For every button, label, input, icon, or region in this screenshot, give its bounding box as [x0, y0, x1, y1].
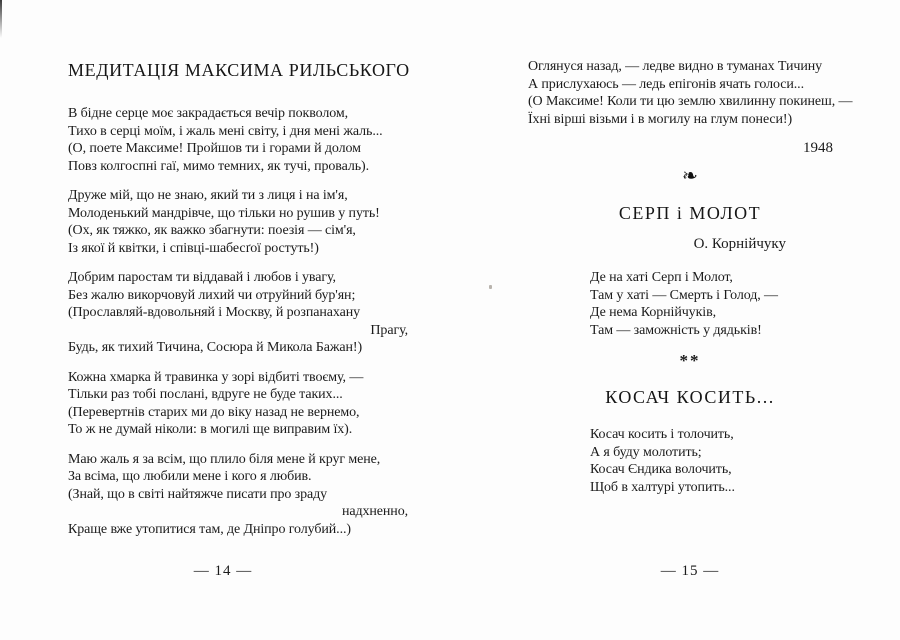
poem-kosach-stanza: Косач косить і толочить, А я буду молотить; Косач Єндика волочить, Щоб в халтурі утопить...: [590, 427, 735, 495]
right-page-center-column: [528, 167, 852, 496]
poem-title-serp-i-molot: СЕРП і МОЛОТ: [618, 203, 762, 223]
year-label: 1948: [803, 140, 833, 156]
stanza-5: Маю жаль я за всім, що плило біля мене й круг мене, За всіма, що любили мене і кого я любив. (Знай, що в світі найтяжче писати про зраду надхненно, Краще вже утопитися там, де Дніпро голубий...): [68, 451, 408, 537]
page-number-right: — 15 —: [660, 563, 720, 579]
stanza-4: Кожна хмарка й травинка у зорі відбиті твоєму, — Тільки раз тобі послані, вдруге не буде таких... (Перевертнів старих ми до віку назад не вернемо, То ж не думай ніколи: в могилі ще виправим їх).: [68, 369, 364, 437]
poem-title-meditatsiya-rylskoho: МЕДИТАЦІЯ МАКСИМА РИЛЬСЬКОГО: [68, 60, 410, 80]
right-page: [528, 58, 893, 510]
fleuron-ornament-icon: ❧: [682, 166, 698, 187]
asterisk-separator: **: [679, 351, 701, 370]
poem-serp-stanza: Де на хаті Серп і Молот, Там у хаті — Смерть і Голод, — Де нема Корнійчуків, Там — заможність у дядьків!: [590, 270, 778, 338]
scan-edge-artifact: [0, 0, 2, 38]
stanza-2: Друже мій, що не знаю, який ти з лиця і на ім'я, Молоденький мандрівче, що тільки но рушив у путь! (Ох, як тяжко, як важко збагнути: поезія — сім'я, Із якої й квітки, і співці-шабесґої ростуть!): [68, 188, 380, 256]
dedication-korniichuku: О. Корнійчуку: [693, 236, 786, 252]
continuation-stanza: Оглянуся назад, — ледве видно в туманах Тичину А прислухаюсь — ледь епігонів ячать голоси... (О Максиме! Коли ти цю землю хвилинну покинеш, — Їхні вірші візьми і в могилу на глум понеси!): [528, 59, 853, 127]
left-page: [68, 60, 408, 550]
poem-title-kosach-kosyt: КОСАЧ КОСИТЬ...: [605, 387, 775, 407]
stanza-3: Добрим паростам ти віддавай і любов і увагу, Без жалю викорчовуй лихий чи отруйний бур'ян; (Прославляй-вдовольняй і Москву, й розпанахану Прагу, Будь, як тихий Тичина, Сосюра й Микола Бажан!): [68, 270, 408, 355]
stanza-1: В бідне серце моє закрадається вечір покволом, Тихо в серці моїм, і жаль мені світу, і дня мені жаль... (О, поете Максиме! Пройшов ти і горами й долом Повз колгоспні гаї, мимо темних, як тучі, проваль).: [68, 106, 383, 174]
page-number-left: — 14 —: [193, 563, 253, 579]
scan-speck-artifact: [489, 285, 492, 289]
